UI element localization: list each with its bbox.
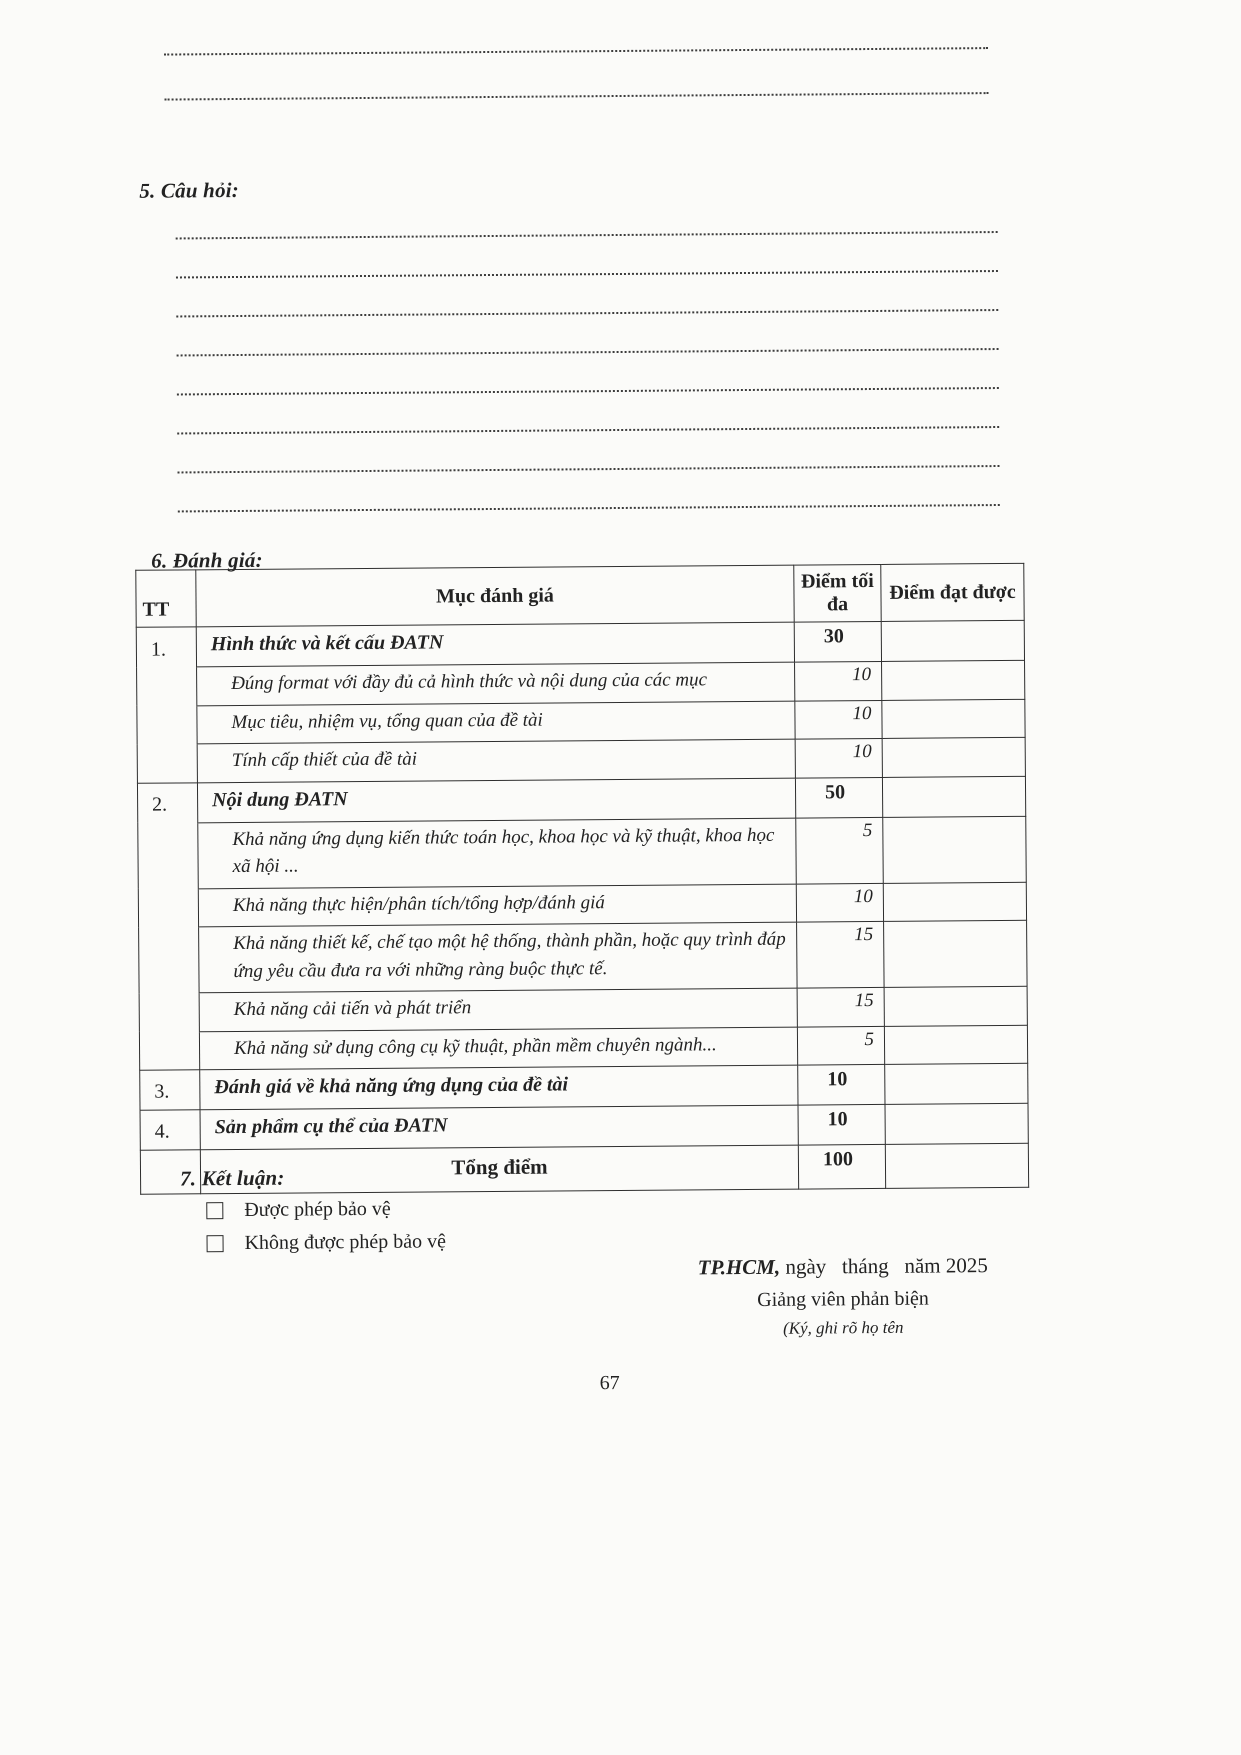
eval-row-max-score: 10: [795, 739, 882, 778]
eval-row-max-score: 10: [795, 700, 882, 739]
dotted-line: [176, 231, 998, 239]
eval-row-label: Đúng format với đầy đủ cả hình thức và nội dung của các mục: [197, 662, 795, 705]
dotted-line: [165, 92, 989, 100]
eval-row-label: Hình thức và kết cấu ĐATN: [196, 622, 794, 667]
header-max-score: Điểm tối đa: [794, 564, 881, 622]
eval-row-label: Đánh giá về khả năng ứng dụng của đề tài: [200, 1066, 798, 1111]
signature-note: (Ký, ghi rõ họ tên: [782, 1317, 904, 1338]
dotted-line: [177, 387, 999, 395]
questions-heading: 5. Câu hỏi:: [139, 177, 240, 203]
header-tt: TT: [136, 570, 196, 627]
signature-role: Giảng viên phản biện: [757, 1287, 929, 1311]
eval-row-number: 2.: [137, 782, 197, 822]
eval-row-achieved-score: [885, 1104, 1028, 1145]
eval-row-max-score: 5: [796, 817, 884, 884]
evaluation-table-header-row: [136, 563, 1024, 627]
evaluation-table-row: [139, 921, 1027, 994]
eval-row-max-score: 30: [794, 621, 881, 662]
signature-place-date: [668, 1253, 1018, 1281]
signature-block: [668, 1253, 1019, 1340]
eval-row-label: Khả năng thiết kế, chế tạo một hệ thống, thành phần, hoặc quy trình đáp ứng yêu cầu đưa ra với những ràng buộc thực tế.: [199, 922, 798, 993]
evaluation-table-row: [136, 620, 1024, 667]
eval-row-achieved-score: [884, 921, 1028, 988]
eval-row-label: Khả năng sử dụng công cụ kỹ thuật, phần mềm chuyên ngành...: [199, 1027, 797, 1070]
eval-row-achieved-score: [882, 660, 1025, 700]
eval-row-max-score: 5: [797, 1026, 884, 1065]
eval-row-achieved-score: [882, 699, 1025, 739]
checkbox-allowed-defense: [206, 1202, 223, 1219]
eval-row-achieved-score: [885, 1144, 1028, 1189]
dotted-line: [178, 504, 1000, 512]
eval-row-label: Tổng điểm: [200, 1146, 798, 1194]
eval-row-max-score: 15: [797, 988, 884, 1027]
evaluation-table-row: [140, 1064, 1028, 1111]
dotted-line: [177, 348, 999, 356]
eval-row-achieved-score: [883, 816, 1027, 883]
eval-row-achieved-score: [884, 1025, 1027, 1065]
eval-row-label: Khả năng thực hiện/phân tích/tổng hợp/đánh giá: [198, 884, 796, 927]
eval-row-achieved-score: [885, 1064, 1028, 1105]
dotted-line: [176, 309, 998, 317]
conclusion-heading: 7. Kết luận:: [179, 1165, 285, 1191]
eval-row-number: [137, 667, 197, 706]
eval-row-max-score: 100: [798, 1145, 885, 1189]
conclusion-option-allowed: [206, 1198, 391, 1222]
dotted-line: [178, 465, 1000, 473]
eval-row-label: Sản phẩm cụ thể của ĐATN: [200, 1106, 798, 1151]
evaluation-table: [135, 563, 1029, 1195]
eval-row-max-score: 15: [797, 922, 885, 989]
evaluation-table-row: [137, 776, 1025, 823]
eval-row-number: [139, 927, 200, 994]
eval-row-number: [137, 744, 197, 783]
eval-row-number: [137, 705, 197, 744]
evaluation-heading: 6. Đánh giá:: [151, 547, 263, 573]
eval-row-number: 4.: [140, 1110, 200, 1150]
eval-row-number: 3.: [140, 1070, 200, 1110]
eval-row-label: Mục tiêu, nhiệm vụ, tổng quan của đề tài: [197, 701, 795, 744]
eval-row-max-score: 10: [798, 1105, 885, 1146]
eval-row-achieved-score: [882, 776, 1025, 817]
dotted-line: [177, 426, 999, 434]
conclusion-option-not-allowed: [206, 1230, 446, 1255]
answer-lines-top: [164, 47, 988, 100]
eval-row-label: Tính cấp thiết của đề tài: [197, 739, 795, 782]
eval-row-number: [139, 993, 199, 1032]
eval-row-achieved-score: [883, 882, 1026, 922]
eval-row-max-score: 50: [795, 777, 882, 818]
eval-row-achieved-score: [882, 737, 1025, 777]
eval-row-number: 1.: [136, 627, 196, 667]
checkbox-allowed-label: Được phép bảo vệ: [244, 1197, 391, 1221]
checkbox-not-allowed-label: Không được phép bảo vệ: [244, 1230, 447, 1254]
dotted-line: [176, 270, 998, 278]
answer-lines-questions: [176, 231, 1000, 512]
evaluation-table-row: [140, 1104, 1028, 1151]
eval-row-label: Khả năng cải tiến và phát triển: [199, 988, 797, 1031]
header-achieved-score: Điểm đạt được: [881, 563, 1024, 621]
eval-row-number: [138, 889, 198, 928]
dotted-line: [164, 47, 988, 55]
eval-row-label: Nội dung ĐATN: [197, 778, 795, 823]
evaluation-table-row: [138, 816, 1026, 889]
page-number: 67: [599, 1372, 620, 1395]
eval-row-achieved-score: [884, 987, 1027, 1027]
eval-row-label: Khả năng ứng dụng kiến thức toán học, khoa học và kỹ thuật, khoa học xã hội ...: [198, 818, 797, 889]
signature-place: TP.HCM,: [697, 1254, 781, 1280]
eval-row-number: [139, 1032, 199, 1071]
checkbox-not-allowed-defense: [207, 1235, 224, 1252]
signature-date: ngày tháng năm 2025: [780, 1253, 988, 1279]
evaluation-table-body: [136, 620, 1028, 1194]
eval-row-max-score: 10: [796, 883, 883, 922]
eval-row-max-score: 10: [795, 661, 882, 700]
eval-row-number: [138, 822, 199, 889]
eval-row-max-score: 10: [798, 1065, 885, 1106]
eval-row-achieved-score: [881, 620, 1024, 661]
header-evaluation-item: Mục đánh giá: [196, 565, 794, 627]
